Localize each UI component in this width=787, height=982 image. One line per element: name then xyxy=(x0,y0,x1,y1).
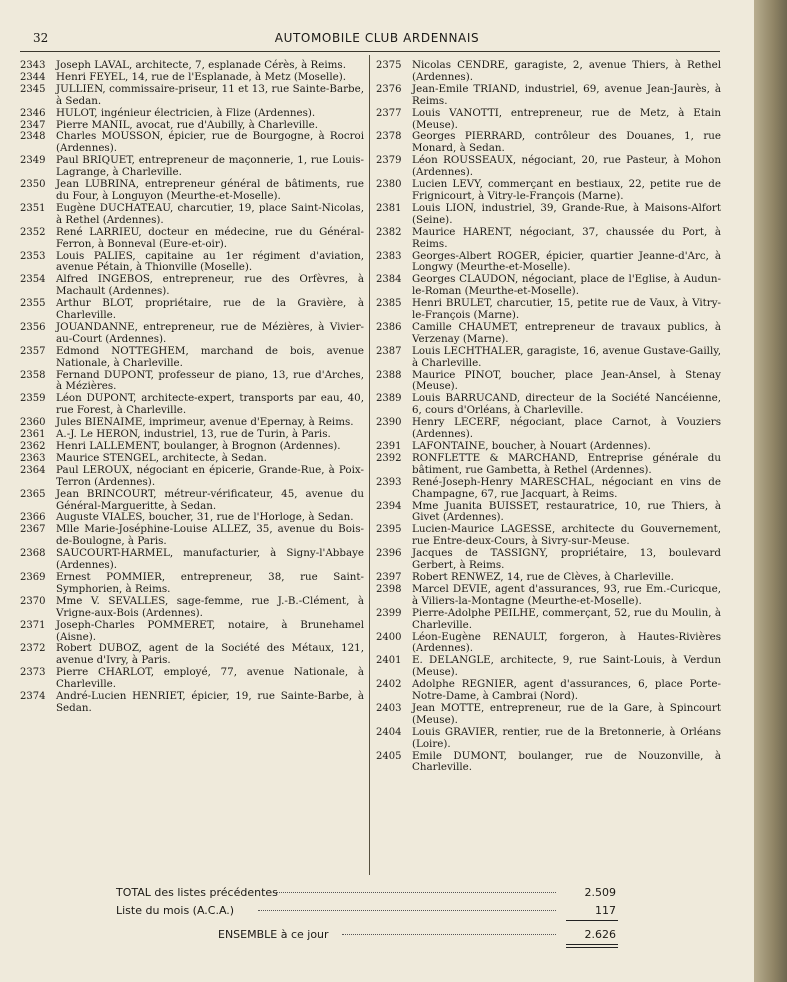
member-text: Georges CLAUDON, négociant, place de l'Eglise, à Audun-le-Roman (Meurthe-et-Moselle). xyxy=(412,273,721,298)
member-entry xyxy=(376,751,721,775)
member-entry xyxy=(376,501,721,525)
member-entry xyxy=(376,155,721,179)
member-entry xyxy=(376,608,721,632)
member-number: 2396 xyxy=(376,548,402,560)
member-number: 2405 xyxy=(376,750,402,762)
member-number: 2384 xyxy=(376,274,402,286)
member-entry xyxy=(376,584,721,608)
member-number: 2346 xyxy=(20,107,46,119)
member-text: Léon-Eugène RENAULT, forgeron, à Hautes-Rivières (Ardennes). xyxy=(412,630,721,655)
member-entry xyxy=(376,632,721,656)
member-number: 2354 xyxy=(20,274,46,286)
member-number: 2403 xyxy=(376,702,402,714)
member-number: 2389 xyxy=(376,393,402,405)
member-text: Pierre CHARLOT, employé, 77, avenue Nationale, à Charleville. xyxy=(56,666,364,691)
member-number: 2376 xyxy=(376,83,402,95)
member-entry xyxy=(20,548,364,572)
total-sum-label: ENSEMBLE à ce jour xyxy=(218,928,329,941)
member-entry xyxy=(20,108,364,120)
member-text: Jean-Emile TRIAND, industriel, 69, avenue Jean-Jaurès, à Reims. xyxy=(412,82,721,107)
page-edge xyxy=(754,0,787,982)
member-number: 2363 xyxy=(20,452,46,464)
member-number: 2380 xyxy=(376,179,402,191)
member-number: 2390 xyxy=(376,417,402,429)
member-text: Joseph-Charles POMMERET, notaire, à Brunehamel (Aisne). xyxy=(56,618,364,643)
member-entry xyxy=(376,274,721,298)
member-number: 2353 xyxy=(20,250,46,262)
member-text: Henri FEYEL, 14, rue de l'Esplanade, à Metz (Moselle). xyxy=(56,70,347,83)
member-entry xyxy=(20,643,364,667)
member-number: 2347 xyxy=(20,119,46,131)
member-text: Robert RENWEZ, 14, rue de Clèves, à Charleville. xyxy=(412,570,674,583)
member-entry xyxy=(376,453,721,477)
member-entry xyxy=(20,524,364,548)
total-month-label: Liste du mois (A.C.A.) xyxy=(116,904,235,917)
sum-double-rule xyxy=(566,944,618,948)
total-previous-label: TOTAL des listes précédentes xyxy=(116,886,278,899)
member-text: Ernest POMMIER, entrepreneur, 38, rue Saint-Symphorien, à Reims. xyxy=(56,570,364,595)
member-number: 2400 xyxy=(376,631,402,643)
total-month-value: 117 xyxy=(595,904,616,917)
member-text: Maurice HARENT, négociant, 37, chaussée du Port, à Reims. xyxy=(412,225,721,250)
member-number: 2370 xyxy=(20,595,46,607)
member-number: 2366 xyxy=(20,512,46,524)
member-number: 2368 xyxy=(20,548,46,560)
member-entry xyxy=(20,203,364,227)
member-number: 2357 xyxy=(20,345,46,357)
member-text: Louis BARRUCAND, directeur de la Société Nancéienne, 6, cours d'Orléans, à Charleville. xyxy=(412,392,721,417)
member-number: 2355 xyxy=(20,298,46,310)
member-number: 2348 xyxy=(20,131,46,143)
member-entry xyxy=(376,655,721,679)
member-number: 2382 xyxy=(376,226,402,238)
member-entry xyxy=(376,322,721,346)
member-number: 2343 xyxy=(20,60,46,71)
member-text: Lucien LEVY, commerçant en bestiaux, 22, petite rue de Frignicourt, à Vitry-le-François (Marne). xyxy=(412,178,721,202)
total-month-row xyxy=(116,904,616,918)
member-text: Jean MOTTE, entrepreneur, rue de la Gare, à Spincourt (Meuse). xyxy=(412,701,721,726)
member-entry xyxy=(376,417,721,441)
member-entry xyxy=(20,572,364,596)
leader-dots xyxy=(258,910,556,911)
member-number: 2391 xyxy=(376,441,402,452)
member-entry xyxy=(376,227,721,251)
member-text: Lucien-Maurice LAGESSE, architecte du Gouvernement, rue Entre-deux-Cours, à Sivry-sur-Meuse. xyxy=(412,523,721,548)
member-number: 2394 xyxy=(376,500,402,512)
member-entry xyxy=(376,179,721,203)
member-entry xyxy=(20,179,364,203)
member-entry xyxy=(376,60,721,84)
member-number: 2364 xyxy=(20,464,46,476)
total-sum-row xyxy=(218,928,618,942)
member-text: André-Lucien HENRIET, épicier, 19, rue Sainte-Barbe, à Sedan. xyxy=(56,690,364,714)
member-number: 2359 xyxy=(20,393,46,405)
member-entry xyxy=(20,620,364,644)
member-entry xyxy=(376,251,721,275)
member-number: 2381 xyxy=(376,202,402,214)
member-number: 2387 xyxy=(376,345,402,357)
column-divider xyxy=(369,55,370,875)
member-entry xyxy=(376,370,721,394)
member-text: Emile DUMONT, boulanger, rue de Nouzonville, à Charleville. xyxy=(412,749,721,774)
member-entry xyxy=(20,251,364,275)
member-number: 2397 xyxy=(376,571,402,583)
member-number: 2350 xyxy=(20,179,46,191)
member-entry xyxy=(20,155,364,179)
member-entry xyxy=(376,346,721,370)
member-text: Henri BRULET, charcutier, 15, petite rue de Vaux, à Vitry-le-François (Marne). xyxy=(412,297,721,322)
member-text: Joseph LAVAL, architecte, 7, esplanade Cérès, à Reims. xyxy=(56,59,346,71)
member-text: Louis LECHTHALER, garagiste, 16, avenue Gustave-Gailly, à Charleville. xyxy=(412,344,721,369)
total-sum-value: 2.626 xyxy=(584,928,616,941)
member-text: Paul BRIQUET, entrepreneur de maçonnerie, 1, rue Louis-Lagrange, à Charleville. xyxy=(56,154,364,179)
leader-dots xyxy=(342,934,556,935)
member-number: 2377 xyxy=(376,107,402,119)
member-number: 2404 xyxy=(376,726,402,738)
member-number: 2375 xyxy=(376,60,402,71)
member-text: Louis PALIES, capitaine au 1er régiment d'aviation, avenue Pétain, à Thionville (Moselle). xyxy=(56,249,364,274)
member-text: Auguste VIALES, boucher, 31, rue de l'Horloge, à Sedan. xyxy=(56,511,354,524)
member-text: Edmond NOTTEGHEM, marchand de bois, avenue Nationale, à Charleville. xyxy=(56,344,364,369)
member-entry xyxy=(20,322,364,346)
member-text: Mme V. SEVALLES, sage-femme, rue J.-B.-Clément, à Vrigne-aux-Bois (Ardennes). xyxy=(56,594,364,619)
member-entry xyxy=(20,227,364,251)
member-number: 2395 xyxy=(376,524,402,536)
member-text: Georges PIERRARD, contrôleur des Douanes, 1, rue Monard, à Sedan. xyxy=(412,130,721,155)
member-number: 2349 xyxy=(20,155,46,167)
member-entry xyxy=(376,108,721,132)
left-column xyxy=(20,60,364,715)
member-text: Louis VANOTTI, entrepreneur, rue de Metz, à Etain (Meuse). xyxy=(412,106,721,131)
member-number: 2379 xyxy=(376,155,402,167)
member-number: 2367 xyxy=(20,524,46,536)
header-rule xyxy=(20,51,720,52)
member-number: 2344 xyxy=(20,71,46,83)
member-entry xyxy=(20,667,364,691)
member-entry xyxy=(376,703,721,727)
member-entry xyxy=(20,370,364,394)
member-number: 2399 xyxy=(376,607,402,619)
member-entry xyxy=(376,131,721,155)
member-text: HULOT, ingénieur électricien, à Flize (Ardennes). xyxy=(56,106,316,119)
member-entry xyxy=(376,298,721,322)
member-number: 2373 xyxy=(20,667,46,679)
member-entry xyxy=(20,274,364,298)
member-text: Robert DUBOZ, agent de la Société des Métaux, 121, avenue d'Ivry, à Paris. xyxy=(56,642,364,667)
member-text: Alfred INGEBOS, entrepreneur, rue des Orfèvres, à Machault (Ardennes). xyxy=(56,273,364,298)
member-number: 2392 xyxy=(376,452,402,464)
member-entry xyxy=(20,596,364,620)
member-text: E. DELANGLE, architecte, 9, rue Saint-Louis, à Verdun (Meuse). xyxy=(412,654,721,679)
member-text: Georges-Albert ROGER, épicier, quartier Jeanne-d'Arc, à Longwy (Meurthe-et-Moselle). xyxy=(412,249,721,274)
member-entry xyxy=(376,84,721,108)
member-number: 2372 xyxy=(20,643,46,655)
member-entry xyxy=(20,465,364,489)
member-entry xyxy=(376,524,721,548)
member-text: Eugène DUCHATEAU, charcutier, 19, place Saint-Nicolas, à Rethel (Ardennes). xyxy=(56,201,364,226)
member-number: 2365 xyxy=(20,488,46,500)
member-text: Léon ROUSSEAUX, négociant, 20, rue Pasteur, à Mohon (Ardennes). xyxy=(412,154,721,179)
member-text: RONFLETTE & MARCHAND, Entreprise générale du bâtiment, rue Gambetta, à Rethel (Ardennes). xyxy=(412,451,721,476)
member-text: Jean BRINCOURT, métreur-vérificateur, 45, avenue du Général-Margueritte, à Sedan. xyxy=(56,487,364,512)
member-text: Jacques de TASSIGNY, propriétaire, 13, boulevard Gerbert, à Reims. xyxy=(412,547,721,572)
member-text: A.-J. Le HERON, industriel, 13, rue de Turin, à Paris. xyxy=(56,428,331,441)
member-text: Jules BIENAIME, imprimeur, avenue d'Epernay, à Reims. xyxy=(56,416,354,429)
leader-dots xyxy=(276,892,556,893)
member-number: 2360 xyxy=(20,417,46,429)
member-number: 2386 xyxy=(376,321,402,333)
member-text: Louis GRAVIER, rentier, rue de la Bretonnerie, à Orléans (Loire). xyxy=(412,725,721,750)
member-number: 2352 xyxy=(20,226,46,238)
member-text: JULLIEN, commissaire-priseur, 11 et 13, rue Sainte-Barbe, à Sedan. xyxy=(56,82,364,107)
member-text: Jean LUBRINA, entrepreneur général de bâtiments, rue du Four, à Longuyon (Meurthe-et-Moselle). xyxy=(56,178,364,202)
total-previous-row xyxy=(116,886,616,900)
member-entry xyxy=(376,548,721,572)
member-text: SAUCOURT-HARMEL, manufacturier, à Signy-l'Abbaye (Ardennes). xyxy=(56,547,364,572)
member-text: Fernand DUPONT, professeur de piano, 13, rue d'Arches, à Mézières. xyxy=(56,368,364,393)
member-entry xyxy=(376,203,721,227)
member-entry xyxy=(20,346,364,370)
sum-rule xyxy=(566,920,618,921)
running-title: AUTOMOBILE CLUB ARDENNAIS xyxy=(274,31,480,45)
member-number: 2393 xyxy=(376,476,402,488)
total-previous-value: 2.509 xyxy=(584,886,616,899)
page-header xyxy=(0,31,754,47)
member-text: Henri LALLEMENT, boulanger, à Brognon (Ardennes). xyxy=(56,440,341,452)
member-text: Henry LECERF, négociant, place Carnot, à Vouziers (Ardennes). xyxy=(412,416,721,441)
member-text: Charles MOUSSON, épicier, rue de Bourgogne, à Rocroi (Ardennes). xyxy=(56,130,364,155)
member-entry xyxy=(376,727,721,751)
member-number: 2383 xyxy=(376,250,402,262)
member-entry xyxy=(20,691,364,715)
member-text: LAFONTAINE, boucher, à Nouart (Ardennes). xyxy=(412,440,651,452)
member-number: 2374 xyxy=(20,691,46,703)
member-number: 2356 xyxy=(20,321,46,333)
member-text: Léon DUPONT, architecte-expert, transports par eau, 40, rue Forest, à Charleville. xyxy=(56,392,364,417)
member-entry xyxy=(376,393,721,417)
member-number: 2388 xyxy=(376,369,402,381)
member-number: 2371 xyxy=(20,619,46,631)
member-entry xyxy=(20,131,364,155)
member-number: 2401 xyxy=(376,655,402,667)
member-text: Maurice STENGEL, architecte, à Sedan. xyxy=(56,451,267,464)
member-number: 2398 xyxy=(376,583,402,595)
member-text: Arthur BLOT, propriétaire, rue de la Gravière, à Charleville. xyxy=(56,297,364,322)
member-text: Paul LEROUX, négociant en épicerie, Grande-Rue, à Poix-Terron (Ardennes). xyxy=(56,463,364,488)
member-text: René-Joseph-Henry MARESCHAL, négociant en vins de Champagne, 67, rue Jacquart, à Reims. xyxy=(412,475,721,500)
member-text: JOUANDANNE, entrepreneur, rue de Mézières, à Vivier-au-Court (Ardennes). xyxy=(56,320,364,345)
member-text: Louis LION, industriel, 39, Grande-Rue, à Maisons-Alfort (Seine). xyxy=(412,201,721,226)
member-number: 2358 xyxy=(20,369,46,381)
member-text: Maurice PINOT, boucher, place Jean-Ansel, à Stenay (Meuse). xyxy=(412,368,721,393)
member-entry xyxy=(20,298,364,322)
member-text: Pierre MANIL, avocat, rue d'Aubilly, à Charleville. xyxy=(56,118,319,131)
member-text: Pierre-Adolphe PEILHE, commerçant, 52, rue du Moulin, à Charleville. xyxy=(412,606,721,631)
member-number: 2369 xyxy=(20,571,46,583)
member-text: Marcel DEVIE, agent d'assurances, 93, rue Em.-Curicque, à Viliers-la-Montagne (Meurthe-et-Moselle). xyxy=(412,582,721,607)
member-number: 2351 xyxy=(20,202,46,214)
member-entry xyxy=(376,679,721,703)
member-text: Adolphe REGNIER, agent d'assurances, 6, place Porte-Notre-Dame, à Cambrai (Nord). xyxy=(412,678,721,703)
member-number: 2345 xyxy=(20,83,46,95)
member-text: René LARRIEU, docteur en médecine, rue du Général-Ferron, à Bonneval (Eure-et-oir). xyxy=(56,225,364,250)
member-entry xyxy=(20,393,364,417)
member-number: 2361 xyxy=(20,429,46,441)
member-text: Mme Juanita BUISSET, restauratrice, 10, rue Thiers, à Givet (Ardennes). xyxy=(412,499,721,524)
page-number: 32 xyxy=(33,31,49,45)
member-text: Nicolas CENDRE, garagiste, 2, avenue Thiers, à Rethel (Ardennes). xyxy=(412,59,721,83)
member-number: 2362 xyxy=(20,441,46,452)
right-column xyxy=(376,60,721,774)
member-number: 2402 xyxy=(376,679,402,691)
member-text: Camille CHAUMET, entrepreneur de travaux publics, à Verzenay (Marne). xyxy=(412,320,721,345)
member-text: Mlle Marie-Joséphine-Louise ALLEZ, 35, avenue du Bois-de-Boulogne, à Paris. xyxy=(56,523,364,548)
member-entry xyxy=(20,489,364,513)
member-entry xyxy=(20,84,364,108)
member-number: 2385 xyxy=(376,298,402,310)
member-number: 2378 xyxy=(376,131,402,143)
member-entry xyxy=(376,477,721,501)
